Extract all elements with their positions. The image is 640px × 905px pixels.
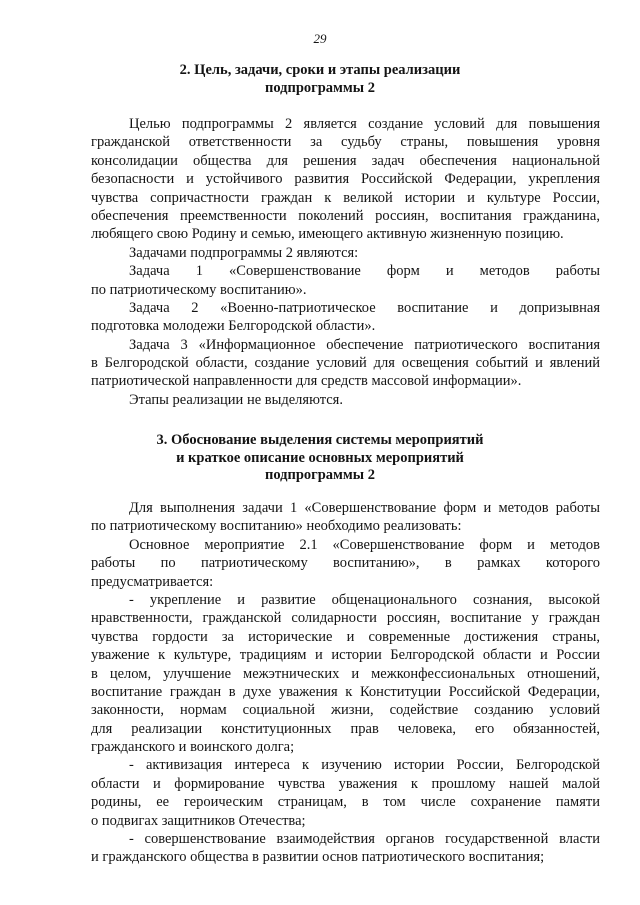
section-3-body [91, 499, 600, 867]
section-2-heading-line: подпрограммы 2 [264, 79, 376, 96]
list-item-line: и гражданского общества в развитии основ патриотического воспитания; [91, 849, 545, 866]
list-item-line: для реализации конституционных прав человека, его обязанностей, [91, 720, 600, 737]
paragraph-line: работы по патриотическому воспитанию», в рамках которого [91, 555, 600, 572]
paragraph-line: Целью подпрограммы 2 является создание условий для повышения [129, 116, 600, 132]
paragraph-line: любящего свою Родину и семью, имеющего активную жизненную позицию. [91, 226, 564, 243]
paragraph-line: предусматривается: [91, 573, 214, 590]
section-2-heading [0, 62, 640, 97]
section-3-heading [0, 432, 640, 485]
list-item-line: - активизация интереса к изучению истории России, Белгородской [129, 757, 600, 774]
list-item-line: нравственности, гражданской солидарности россиян, воспитание у граждан [91, 610, 600, 627]
paragraph-line: подготовка молодежи Белгородской области». [91, 318, 376, 335]
list-item-line: области и формирование чувства уважения к прошлому нашей малой [91, 775, 600, 792]
paragraph-line: консолидации общества для решения задач обеспечения национальной [91, 152, 600, 169]
list-item-line: - совершенствование взаимодействия органов государственной власти [129, 831, 600, 848]
section-2-body [91, 115, 600, 409]
paragraph-line: Задача 2 «Военно-патриотическое воспитание и допризывная [129, 299, 600, 316]
section-3-heading-line: 3. Обоснование выделения системы мероприятий [156, 432, 484, 448]
paragraph-line: обеспечения преемственности поколений россиян, воспитания гражданина, [91, 207, 600, 224]
list-item-line: о подвигах защитников Отечества; [91, 812, 306, 829]
paragraph-line: в Белгородской области, создание условий для освещения событий и явлений [91, 355, 600, 372]
section-3-heading-line: подпрограммы 2 [264, 467, 376, 483]
paragraph-line: Этапы реализации не выделяются. [129, 391, 343, 408]
list-item-line: в целом, улучшение межэтнических и межконфессиональных отношений, [91, 665, 600, 682]
list-item-line: родины, ее героическим страницам, в том числе сохранение памяти [91, 794, 600, 811]
paragraph-line: чувства сопричастности граждан к великой истории и культуре России, [91, 189, 600, 206]
section-3-heading-line: и краткое описание основных мероприятий [176, 449, 464, 466]
paragraph-line: Для выполнения задачи 1 «Совершенствование форм и методов работы [129, 500, 600, 516]
paragraph-line: по патриотическому воспитанию» необходимо реализовать: [91, 518, 462, 535]
paragraph-line: Задача 3 «Информационное обеспечение патриотического воспитания [129, 336, 600, 353]
list-item-line: воспитание граждан в духе уважения к Конституции Российской Федерации, [91, 683, 600, 700]
paragraph-line: по патриотическому воспитанию». [91, 281, 307, 298]
paragraph-line: гражданской ответственности за судьбу страны, повышения уровня [91, 134, 600, 151]
list-item-line: гражданского и воинского долга; [91, 739, 295, 756]
list-item-line: чувства гордости за исторические и современные достижения страны, [91, 628, 600, 645]
list-item-line: законности, нормам социальной жизни, содействие созданию условий [91, 702, 600, 719]
section-2-heading-line: 2. Цель, задачи, сроки и этапы реализации [179, 62, 461, 78]
page-number: 29 [313, 31, 327, 46]
paragraph-line: Задача 1 «Совершенствование форм и методов работы [129, 263, 600, 280]
list-item-line: уважение к культуре, традициям и истории Белгородской области и России [91, 647, 600, 664]
paragraph-line: патриотической направленности для средств массовой информации». [91, 373, 522, 390]
list-item-line: - укрепление и развитие общенационального сознания, высокой [129, 591, 600, 608]
paragraph-line: Задачами подпрограммы 2 являются: [129, 244, 359, 261]
paragraph-line: Основное мероприятие 2.1 «Совершенствование форм и методов [129, 536, 600, 553]
paragraph-line: безопасности и устойчивого развития Российской Федерации, укрепления [91, 171, 600, 188]
